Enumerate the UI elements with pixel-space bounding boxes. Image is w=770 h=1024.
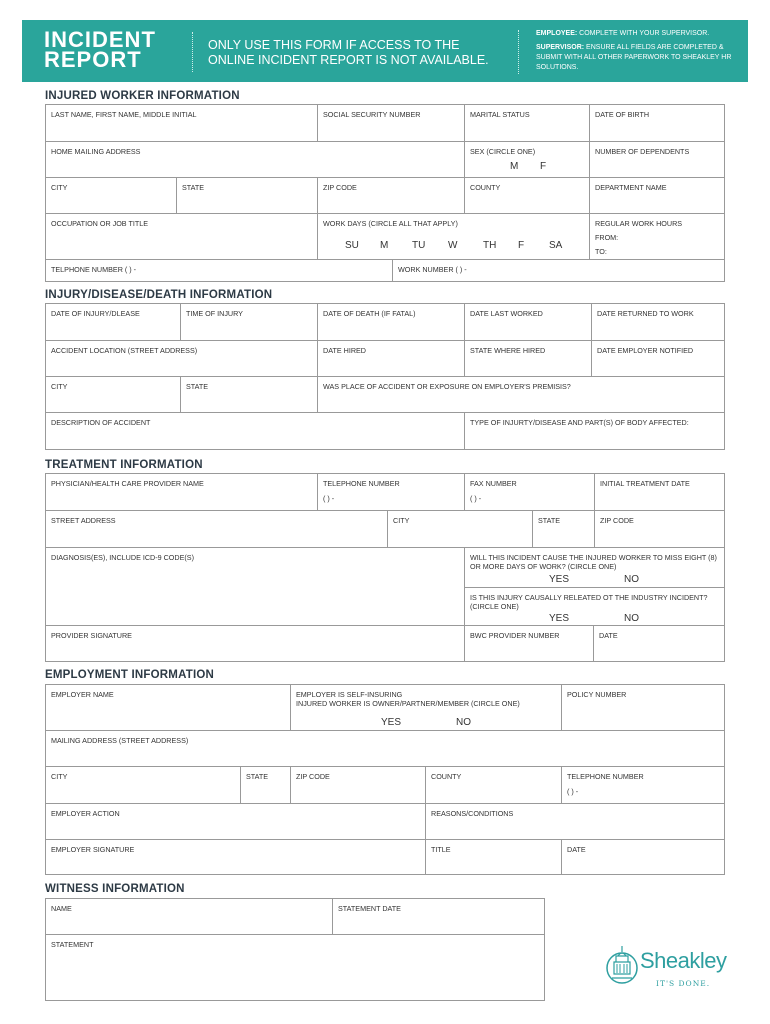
employee-text: COMPLETE WITH YOUR SUPERVISOR. bbox=[577, 30, 710, 37]
supervisor-label: SUPERVISOR: bbox=[536, 44, 585, 51]
workdays-label: WORK DAYS (CIRCLE ALL THAT APPLY) bbox=[323, 219, 458, 228]
divider bbox=[192, 32, 193, 72]
causally-related-yes[interactable]: YES bbox=[549, 613, 570, 624]
work-number-field[interactable]: WORK NUMBER ( ) - bbox=[393, 260, 725, 282]
witness-name-field[interactable]: NAME bbox=[46, 899, 333, 935]
marital-status-field[interactable]: MARITAL STATUS bbox=[465, 105, 590, 142]
date-notified-field[interactable]: DATE EMPLOYER NOTIFIED bbox=[592, 341, 725, 377]
section-heading-injury: INJURY/DISEASE/DEATH INFORMATION bbox=[45, 289, 273, 301]
causally-related-question-text: IS THIS INJURY CAUSALLY RELEATED OT THE INDUSTRY INCIDENT? (CIRCLE ONE) bbox=[470, 593, 708, 611]
treatment-grid bbox=[45, 473, 725, 662]
injured-worker-grid bbox=[45, 104, 725, 282]
dependents-field[interactable]: NUMBER OF DEPENDENTS bbox=[590, 142, 725, 178]
employer-mailing-field[interactable]: MAILING ADDRESS (STREET ADDRESS) bbox=[46, 731, 725, 767]
title-line-1: INCIDENT bbox=[44, 27, 156, 52]
miss-work-no[interactable]: NO bbox=[624, 574, 639, 585]
initial-treatment-date-field[interactable]: INITIAL TREATMENT DATE bbox=[595, 474, 725, 511]
title-line-2: REPORT bbox=[44, 47, 142, 72]
sex-label: SEX (CIRCLE ONE) bbox=[470, 147, 536, 156]
occupation-field[interactable]: OCCUPATION OR JOB TITLE bbox=[46, 214, 318, 260]
owner-question: INJURED WORKER IS OWNER/PARTNER/MEMBER (CIRCLE ONE) bbox=[296, 699, 520, 708]
sex-option-f[interactable]: F bbox=[540, 161, 547, 172]
accident-location-field[interactable]: ACCIDENT LOCATION (STREET ADDRESS) bbox=[46, 341, 318, 377]
header-banner bbox=[22, 20, 748, 82]
date-of-injury-field[interactable]: DATE OF INJURY/DLEASE bbox=[46, 304, 181, 341]
diagnosis-field[interactable]: DIAGNOSIS(ES), INCLUDE ICD-9 CODE(S) bbox=[46, 548, 465, 626]
injury-grid bbox=[45, 303, 725, 450]
witness-grid bbox=[45, 898, 545, 1001]
sheakley-logo bbox=[606, 942, 731, 994]
state-field[interactable]: STATE bbox=[177, 178, 318, 214]
employer-county-field[interactable]: COUNTY bbox=[426, 767, 562, 804]
date-of-death-field[interactable]: DATE OF DEATH (IF FATAL) bbox=[318, 304, 465, 341]
date-hired-field[interactable]: DATE HIRED bbox=[318, 341, 465, 377]
instructions bbox=[536, 29, 746, 73]
name-field[interactable]: LAST NAME, FIRST NAME, MIDDLE INITIAL bbox=[46, 105, 318, 142]
self-insuring-label: EMPLOYER IS SELF-INSURING bbox=[296, 690, 403, 699]
employer-city-field[interactable]: CITY bbox=[46, 767, 241, 804]
day-sa[interactable]: SA bbox=[549, 240, 563, 251]
treatment-date-field[interactable]: DATE bbox=[594, 626, 725, 662]
employer-zip-field[interactable]: ZIP CODE bbox=[291, 767, 426, 804]
day-w[interactable]: W bbox=[448, 240, 458, 251]
dob-field[interactable]: DATE OF BIRTH bbox=[590, 105, 725, 142]
employee-label: EMPLOYEE: bbox=[536, 30, 578, 37]
treatment-telephone-format: ( ) - bbox=[323, 494, 335, 503]
department-field[interactable]: DEPARTMENT NAME bbox=[590, 178, 725, 214]
date-last-worked-field[interactable]: DATE LAST WORKED bbox=[465, 304, 592, 341]
home-address-field[interactable]: HOME MAILING ADDRESS bbox=[46, 142, 465, 178]
self-insuring-field[interactable] bbox=[291, 685, 562, 731]
fax-format: ( ) - bbox=[470, 494, 482, 503]
employer-telephone-field[interactable] bbox=[562, 767, 725, 804]
telephone-field[interactable]: TELPHONE NUMBER ( ) - bbox=[46, 260, 393, 282]
supervisor-text: ENSURE ALL FIELDS ARE COMPLETED & SUBMIT WITH ALL OTHER PAPERWORK TO SHEAKLEY HR SOLUTIONS. bbox=[536, 44, 732, 71]
day-tu[interactable]: TU bbox=[412, 240, 426, 251]
treatment-telephone-label: TELEPHONE NUMBER bbox=[323, 479, 400, 488]
section-heading-witness: WITNESS INFORMATION bbox=[45, 883, 185, 895]
notice-line-2: ONLINE INCIDENT REPORT IS NOT AVAILABLE. bbox=[208, 53, 489, 67]
accident-city-field[interactable]: CITY bbox=[46, 377, 181, 413]
day-th[interactable]: TH bbox=[483, 240, 497, 251]
provider-signature-field[interactable]: PROVIDER SIGNATURE bbox=[46, 626, 465, 662]
divider bbox=[518, 30, 519, 74]
employment-grid bbox=[45, 684, 725, 875]
section-heading-treatment: TREATMENT INFORMATION bbox=[45, 459, 203, 471]
statement-field[interactable]: STATEMENT bbox=[46, 935, 545, 1001]
hours-to-label: TO: bbox=[595, 247, 607, 256]
policy-number-field[interactable]: POLICY NUMBER bbox=[562, 685, 725, 731]
treatment-street-field[interactable]: STREET ADDRESS bbox=[46, 511, 388, 548]
employer-state-field[interactable]: STATE bbox=[241, 767, 291, 804]
owner-no[interactable]: NO bbox=[456, 717, 471, 728]
logo-wordmark: Sheakley bbox=[640, 948, 727, 973]
employer-telephone-label: TELEPHONE NUMBER bbox=[567, 772, 644, 781]
form-title bbox=[44, 27, 156, 72]
day-m[interactable]: M bbox=[380, 240, 389, 251]
fax-field[interactable] bbox=[465, 474, 595, 511]
date-returned-field[interactable]: DATE RETURNED TO WORK bbox=[592, 304, 725, 341]
miss-work-yes[interactable]: YES bbox=[549, 574, 570, 585]
county-field[interactable]: COUNTY bbox=[465, 178, 590, 214]
reasons-field[interactable]: REASONS/CONDITIONS bbox=[426, 804, 725, 840]
day-f[interactable]: F bbox=[518, 240, 525, 251]
injury-type-field[interactable]: TYPE OF INJURTY/DISEASE AND PART(S) OF BODY AFFECTED: bbox=[465, 413, 725, 450]
capitol-dome-icon bbox=[606, 942, 640, 988]
logo-tagline: IT'S DONE. bbox=[656, 979, 711, 988]
owner-yes[interactable]: YES bbox=[381, 717, 402, 728]
physician-field[interactable]: PHYSICIAN/HEALTH CARE PROVIDER NAME bbox=[46, 474, 318, 511]
section-heading-injured-worker: INJURED WORKER INFORMATION bbox=[45, 90, 240, 102]
treatment-state-field[interactable]: STATE bbox=[533, 511, 595, 548]
causally-related-no[interactable]: NO bbox=[624, 613, 639, 624]
time-of-injury-field[interactable]: TIME OF INJURY bbox=[181, 304, 318, 341]
notice-line-1: ONLY USE THIS FORM IF ACCESS TO THE bbox=[208, 38, 460, 52]
bwc-provider-field[interactable]: BWC PROVIDER NUMBER bbox=[465, 626, 594, 662]
employer-action-field[interactable]: EMPLOYER ACTION bbox=[46, 804, 426, 840]
work-hours-field[interactable] bbox=[590, 214, 725, 260]
treatment-city-field[interactable]: CITY bbox=[388, 511, 533, 548]
miss-work-question-text: WILL THIS INCIDENT CAUSE THE INJURED WORKER TO MISS EIGHT (8) OR MORE DAYS OF WORK? (CIRCLE ONE) bbox=[470, 553, 717, 571]
section-heading-employment: EMPLOYMENT INFORMATION bbox=[45, 669, 215, 681]
city-field[interactable]: CITY bbox=[46, 178, 177, 214]
employer-title-field[interactable]: TITLE bbox=[426, 840, 562, 875]
employer-name-field[interactable]: EMPLOYER NAME bbox=[46, 685, 291, 731]
accident-state-field[interactable]: STATE bbox=[181, 377, 318, 413]
description-field[interactable]: DESCRIPTION OF ACCIDENT bbox=[46, 413, 465, 450]
miss-work-question[interactable] bbox=[465, 548, 725, 588]
day-su[interactable]: SU bbox=[345, 240, 359, 251]
sex-option-m[interactable]: M bbox=[510, 161, 519, 172]
treatment-zip-field[interactable]: ZIP CODE bbox=[595, 511, 725, 548]
ssn-field[interactable]: SOCIAL SECURITY NUMBER bbox=[318, 105, 465, 142]
workdays-field[interactable] bbox=[318, 214, 590, 260]
state-hired-field[interactable]: STATE WHERE HIRED bbox=[465, 341, 592, 377]
employer-date-field[interactable]: DATE bbox=[562, 840, 725, 875]
statement-date-field[interactable]: STATEMENT DATE bbox=[333, 899, 545, 935]
causally-related-question[interactable] bbox=[465, 588, 725, 626]
work-hours-label: REGULAR WORK HOURS bbox=[595, 219, 683, 228]
zip-field[interactable]: ZIP CODE bbox=[318, 178, 465, 214]
sex-field[interactable] bbox=[465, 142, 590, 178]
hours-from-label: FROM: bbox=[595, 233, 619, 242]
employer-signature-field[interactable]: EMPLOYER SIGNATURE bbox=[46, 840, 426, 875]
premises-field[interactable]: WAS PLACE OF ACCIDENT OR EXPOSURE ON EMPLOYER'S PREMISIS? bbox=[318, 377, 725, 413]
employer-telephone-format: ( ) - bbox=[567, 787, 579, 796]
treatment-telephone-field[interactable] bbox=[318, 474, 465, 511]
notice-text bbox=[208, 38, 489, 68]
fax-label: FAX NUMBER bbox=[470, 479, 517, 488]
